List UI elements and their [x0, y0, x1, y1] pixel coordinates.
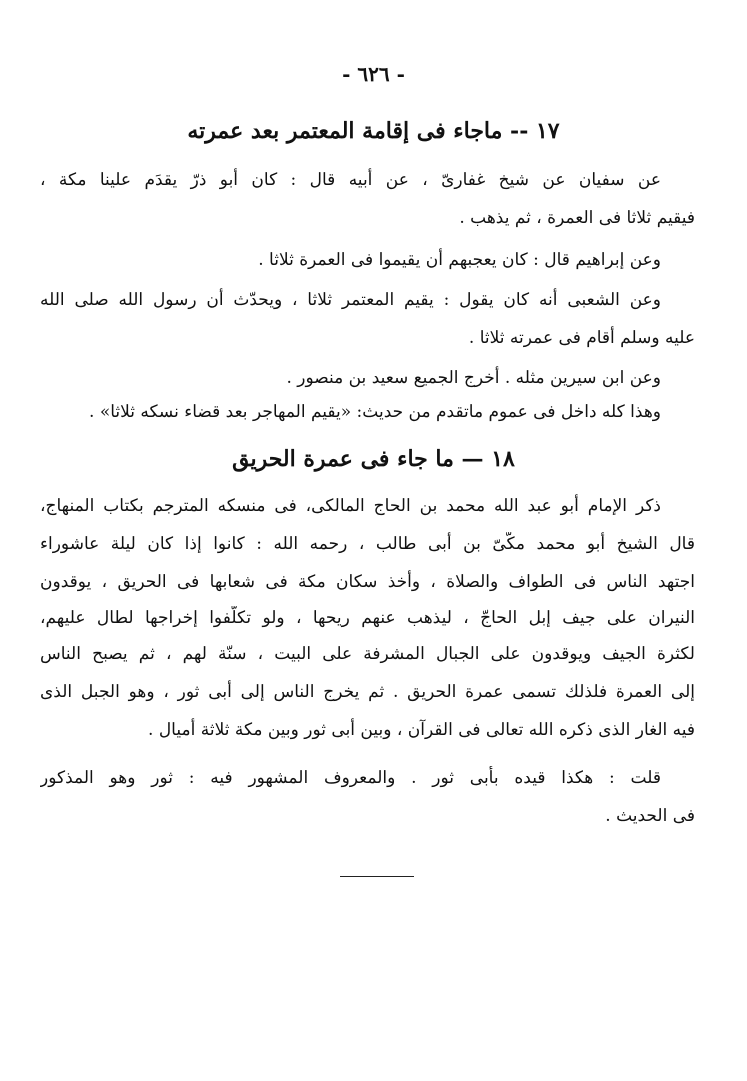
text-line: وهذا كله داخل فى عموم ماتقدم من حديث: «يقيم المهاجر بعد قضاء نسكه ثلاثا» .	[89, 402, 661, 422]
text-line: قال الشيخ أبو محمد مكّىّ بن أبى طالب ، رحمه الله : كانوا إذا كان ليلة عاشوراء	[40, 534, 695, 554]
text-line: وعن إبراهيم قال : كان يعجبهم أن يقيموا فى العمرة ثلاثا .	[258, 250, 661, 270]
text-line: عليه وسلم أقام فى عمرته ثلاثا .	[468, 328, 695, 348]
text-line: عن سفيان عن شيخ غفارىّ ، عن أبيه قال : كان أبو ذرّ يقدَم علينا مكة ،	[40, 170, 661, 190]
text-line: وعن ابن سيرين مثله . أخرج الجميع سعيد بن منصور .	[286, 368, 661, 388]
section-heading-18: ١٨ — ما جاء فى عمرة الحريق	[232, 446, 515, 472]
text-line: فيقيم ثلاثا فى العمرة ، ثم يذهب .	[459, 208, 695, 228]
text-line: النيران على جيف إبل الحاجّ ، ليذهب عنهم ريحها ، ولو تكلّفوا إخراجها لطال عليهم،	[40, 608, 695, 628]
end-rule-divider	[340, 876, 414, 877]
section-heading-17: ١٧ -- ماجاء فى إقامة المعتمر بعد عمرته	[187, 118, 560, 144]
text-line: فى الحديث .	[605, 806, 695, 826]
text-line: فيه الغار الذى ذكره الله تعالى فى القرآن ، وبين أبى ثور وبين مكة ثلاثة أميال .	[148, 720, 695, 740]
text-line: وعن الشعبى أنه كان يقول : يقيم المعتمر ثلاثا ، ويحدّث أن رسول الله صلى الله	[40, 290, 661, 310]
text-line: قلت : هكذا قيده بأبى ثور . والمعروف المشهور فيه : ثور وهو المذكور	[40, 768, 661, 788]
text-line: لكثرة الجيف ويوقدون على الجبال المشرفة على البيت ، سنّة لهم ، ثم يصبح الناس	[40, 644, 695, 664]
text-line: اجتهد الناس فى الطواف والصلاة ، وأخذ سكان مكة فى شعابها فى الحريق ، يوقدون	[40, 572, 695, 592]
text-line: ذكر الإمام أبو عبد الله محمد بن الحاج المالكى، فى منسكه المترجم بكتاب المنهاج،	[40, 496, 661, 516]
text-line: إلى العمرة فلذلك تسمى عمرة الحريق . ثم يخرج الناس إلى أبى ثور ، وهو الجبل الذى	[40, 682, 695, 702]
page-number: - ٦٢٦ -	[342, 62, 405, 86]
